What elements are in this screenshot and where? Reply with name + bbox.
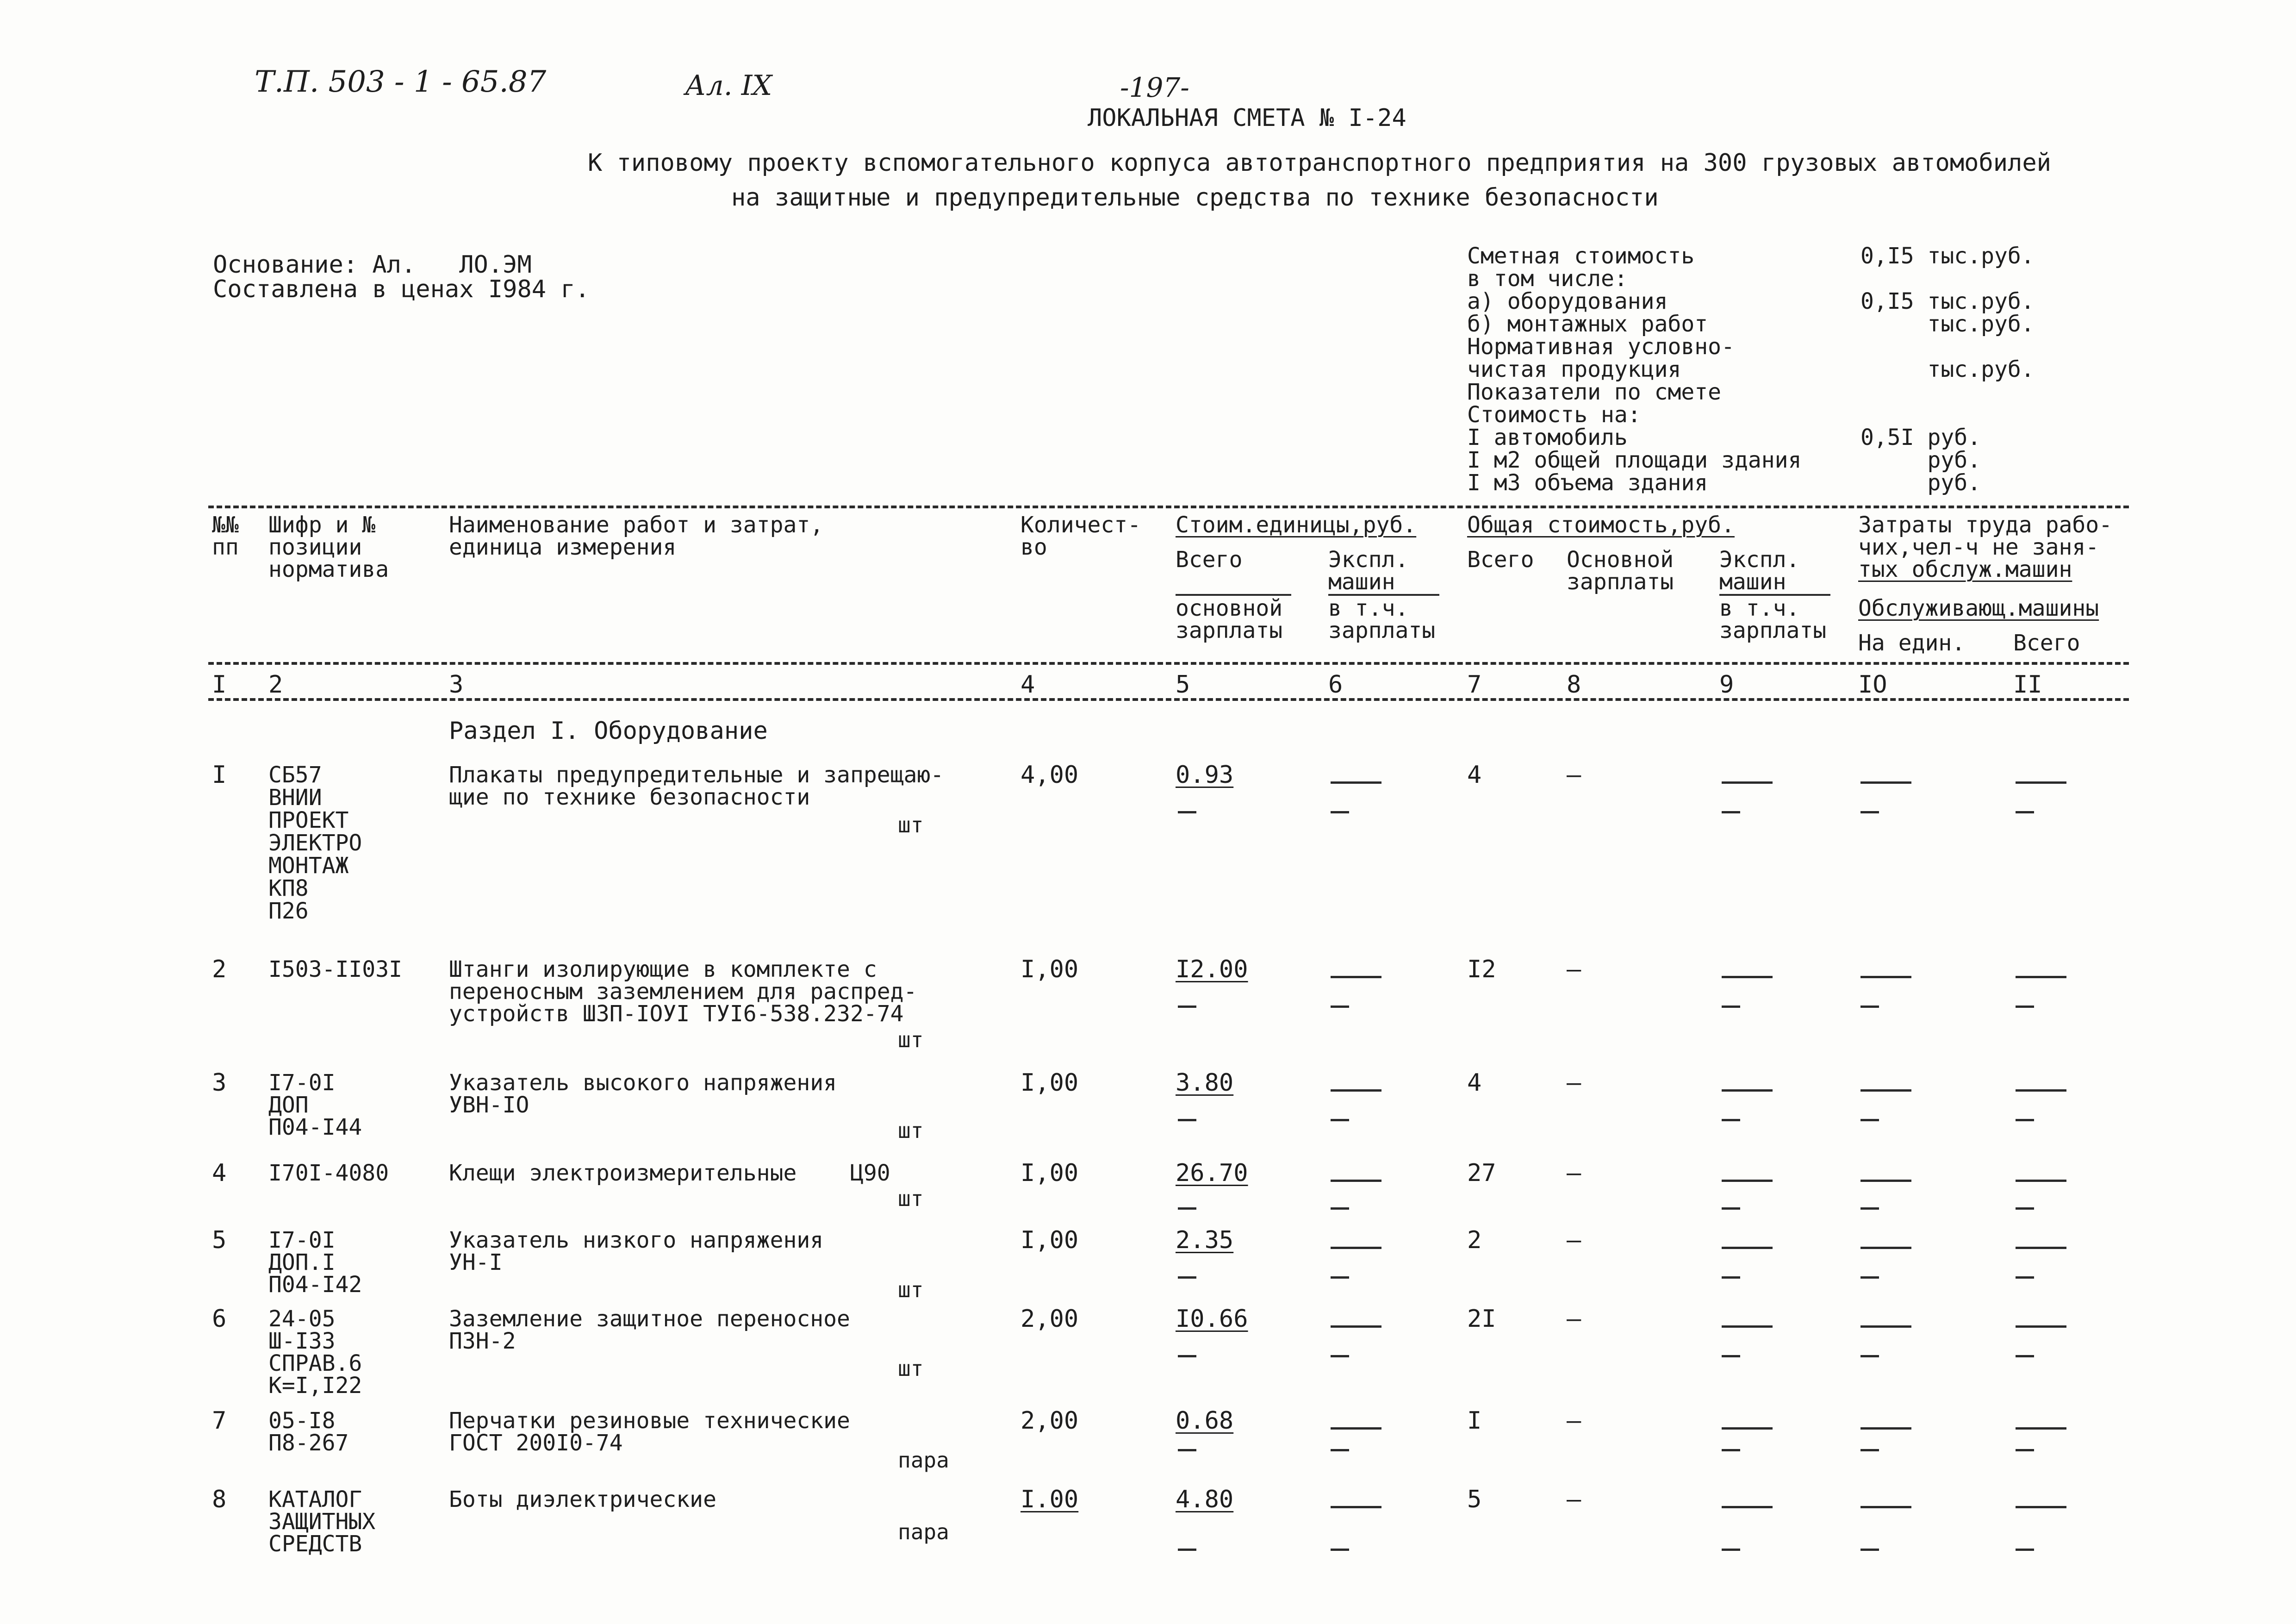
header-col-9-top: Экспл. машин <box>1719 547 1800 595</box>
row-base-salary: – <box>1567 956 1581 983</box>
header-col-6-top: Экспл. машин <box>1328 547 1409 595</box>
summary-label: б) монтажных работ <box>1467 311 1708 337</box>
row-dash <box>1860 1355 1879 1357</box>
column-number: I <box>212 671 227 699</box>
row-dash <box>1722 1506 1773 1508</box>
row-total: 2I <box>1467 1305 1496 1333</box>
row-dash <box>2016 1355 2034 1357</box>
row-code: I70I-4080 <box>268 1160 389 1186</box>
document-subtitle-line2: на защитные и предупредительные средства по технике безопасности <box>731 184 1659 212</box>
row-dash <box>1331 781 1381 784</box>
row-dash <box>1860 1180 1911 1182</box>
row-unit: шт <box>898 1027 924 1052</box>
summary-value: руб. <box>1860 470 1981 496</box>
row-name: Заземление защитное переносное ПЗН-2 <box>449 1306 850 1354</box>
row-dash <box>1331 1207 1349 1210</box>
header-labor-service: Обслуживающ.машины <box>1858 595 2099 621</box>
row-unit-price: 2.35 <box>1176 1226 1234 1254</box>
row-unit-price: I2.00 <box>1176 956 1248 983</box>
row-quantity: 2,00 <box>1020 1407 1079 1435</box>
summary-label: I м3 объема здания <box>1467 470 1708 496</box>
row-base-salary: – <box>1567 1226 1581 1254</box>
header-col-3: Наименование работ и затрат, единица измерения <box>449 512 824 560</box>
row-dash <box>1178 1355 1196 1357</box>
row-unit: шт <box>898 1356 924 1381</box>
row-dash <box>1178 1119 1196 1121</box>
row-unit: шт <box>898 812 924 837</box>
row-code: I7-0I ДОП.I П04-I42 <box>268 1227 362 1298</box>
row-dash <box>1722 976 1773 978</box>
row-unit-price: 4.80 <box>1176 1486 1234 1513</box>
header-col-7: Всего <box>1467 547 1534 573</box>
row-number: 6 <box>212 1305 227 1333</box>
summary-label: а) оборудования <box>1467 288 1668 314</box>
document-title: ЛОКАЛЬНАЯ СМЕТА № I-24 <box>1088 104 1406 132</box>
row-dash <box>1331 1549 1349 1551</box>
row-number: 7 <box>212 1407 227 1435</box>
row-name: Боты диэлектрические <box>449 1487 716 1512</box>
column-number: 2 <box>268 671 283 699</box>
header-labor-line1: Затраты труда рабо- <box>1858 512 2113 538</box>
row-number: 2 <box>212 956 227 983</box>
row-name: Указатель высокого напряжения УВН-IO <box>449 1070 837 1118</box>
row-dash <box>1722 781 1773 784</box>
page-number: -197- <box>1120 72 1189 103</box>
row-quantity: I,00 <box>1020 1069 1079 1097</box>
row-unit: шт <box>898 1277 924 1302</box>
row-unit: пара <box>898 1448 949 1473</box>
row-total: 27 <box>1467 1159 1496 1187</box>
row-quantity: 4,00 <box>1020 761 1079 789</box>
row-number: 5 <box>212 1226 227 1254</box>
header-labor-line3: тых обслуж.машин <box>1858 556 2072 582</box>
row-quantity: I,00 <box>1020 1159 1079 1187</box>
row-dash <box>2016 1276 2034 1279</box>
row-dash <box>1331 1427 1381 1430</box>
row-dash <box>2016 811 2034 813</box>
summary-value: 0,I5 тыс.руб. <box>1860 288 2035 314</box>
row-dash <box>1722 1355 1740 1357</box>
row-dash <box>1331 1449 1349 1451</box>
summary-label: Сметная стоимость <box>1467 243 1695 269</box>
summary-label: Показатели по смете <box>1467 379 1722 405</box>
row-dash <box>1331 1089 1381 1092</box>
row-code: КАТАЛОГ ЗАЩИТНЫХ СРЕДСТВ <box>268 1487 376 1557</box>
row-dash <box>1331 1180 1381 1182</box>
row-dash <box>2016 1247 2066 1249</box>
row-dash <box>1178 1549 1196 1551</box>
row-dash <box>1860 976 1911 978</box>
column-number: 9 <box>1719 671 1734 699</box>
row-total: I2 <box>1467 956 1496 983</box>
column-number: 6 <box>1328 671 1343 699</box>
row-dash <box>1178 1006 1196 1008</box>
header-group-total-cost: Общая стоимость,руб. <box>1467 512 1735 538</box>
row-name: Плакаты предупредительные и запрещаю- щие по технике безопасности <box>449 762 944 810</box>
row-dash <box>1722 811 1740 813</box>
row-unit-price: 0.68 <box>1176 1407 1234 1435</box>
row-total: I <box>1467 1407 1482 1435</box>
row-number: 4 <box>212 1159 227 1187</box>
header-group-unit-cost: Стоим.единицы,руб. <box>1176 512 1417 538</box>
row-dash <box>1331 1247 1381 1249</box>
header-col-5-top: Всего <box>1176 547 1243 573</box>
row-dash <box>1722 1325 1773 1328</box>
column-number: 3 <box>449 671 464 699</box>
row-base-salary: – <box>1567 1305 1581 1333</box>
summary-label: в том числе: <box>1467 266 1628 292</box>
row-dash <box>1331 1325 1381 1328</box>
summary-label: чистая продукция <box>1467 356 1681 382</box>
row-dash <box>1178 1276 1196 1279</box>
row-dash <box>2016 1006 2034 1008</box>
row-unit-price: 26.70 <box>1176 1159 1248 1187</box>
row-unit-price: 3.80 <box>1176 1069 1234 1097</box>
header-col-8: Основной зарплаты <box>1567 547 1674 595</box>
row-dash <box>1722 1449 1740 1451</box>
row-dash <box>2016 1119 2034 1121</box>
row-total: 5 <box>1467 1486 1482 1513</box>
row-name: Штанги изолирующие в комплекте с переносным заземлением для распред- устройств ШЗП-IОУI ТУI6-538.232-74 <box>449 956 917 1027</box>
column-numbers-rule <box>208 698 2129 701</box>
row-dash <box>2016 976 2066 978</box>
row-dash <box>1860 1449 1879 1451</box>
row-dash <box>1860 1207 1879 1210</box>
row-dash <box>1860 1006 1879 1008</box>
row-dash <box>1722 1247 1773 1249</box>
row-dash <box>1331 1006 1349 1008</box>
row-number: 8 <box>212 1486 227 1513</box>
column-number: 5 <box>1176 671 1190 699</box>
row-dash <box>2016 1207 2034 1210</box>
header-col-4: Количест- во <box>1020 512 1141 560</box>
row-dash <box>2016 1180 2066 1182</box>
summary-label: Стоимость на: <box>1467 402 1641 428</box>
row-dash <box>1860 1276 1879 1279</box>
row-code: I7-0I ДОП П04-I44 <box>268 1070 362 1140</box>
document-subtitle-line1: К типовому проекту вспомогательного корпуса автотранспортного предприятия на 300 грузовых автомобилей <box>588 149 2051 177</box>
row-unit-price: 0.93 <box>1176 761 1234 789</box>
row-dash <box>1331 1119 1349 1121</box>
header-labor-line2: чих,чел-ч не заня- <box>1858 534 2099 560</box>
header-bottom-rule <box>208 662 2129 665</box>
row-dash <box>1331 1355 1349 1357</box>
row-dash <box>1722 1180 1773 1182</box>
row-dash <box>1331 1276 1349 1279</box>
row-total: 2 <box>1467 1226 1482 1254</box>
basis-line2: Составлена в ценах I984 г. <box>213 275 590 303</box>
header-col-2: Шифр и № позиции норматива <box>268 512 389 582</box>
row-base-salary: – <box>1567 1159 1581 1187</box>
header-col-10: На един. <box>1858 630 1966 656</box>
project-code: Т.П. 503 - 1 - 65.87 <box>255 65 547 99</box>
row-number: 3 <box>212 1069 227 1097</box>
row-unit: шт <box>898 1186 924 1211</box>
row-name: Перчатки резиновые технические ГОСТ 200I0-74 <box>449 1408 850 1456</box>
row-dash <box>2016 1449 2034 1451</box>
row-total: 4 <box>1467 1069 1482 1097</box>
row-dash <box>1178 1449 1196 1451</box>
summary-value: 0,5I руб. <box>1860 425 1981 450</box>
row-unit: пара <box>898 1519 949 1544</box>
row-name: Указатель низкого напряжения УН-I <box>449 1227 824 1275</box>
summary-value: 0,I5 тыс.руб. <box>1860 243 2035 269</box>
row-code: 24-05 Ш-I33 СПРАВ.6 К=I,I22 <box>268 1306 362 1399</box>
row-name: Клещи электроизмерительные Ц90 <box>449 1160 890 1186</box>
row-dash <box>1860 1119 1879 1121</box>
row-dash <box>1722 1276 1740 1279</box>
album-number: Ал. IX <box>685 69 772 102</box>
row-dash <box>1860 811 1879 813</box>
header-top-rule <box>208 506 2129 508</box>
row-code: СБ57 ВНИИ ПРОЕКТ ЭЛЕКТРО МОНТАЖ КП8 П26 <box>268 762 362 924</box>
basis-line1: Основание: Ал. ЛО.ЭМ <box>213 251 532 279</box>
header-col-11: Всего <box>2013 630 2080 656</box>
row-dash <box>1722 1427 1773 1430</box>
row-dash <box>1860 1427 1911 1430</box>
summary-value: тыс.руб. <box>1860 311 2035 337</box>
row-dash <box>1722 1119 1740 1121</box>
row-dash <box>2016 1325 2066 1328</box>
header-col-1: №№ пп <box>212 512 239 560</box>
row-dash <box>1860 1089 1911 1092</box>
row-dash <box>1722 1549 1740 1551</box>
row-quantity: I.00 <box>1020 1486 1079 1513</box>
row-code: I503-II03I <box>268 956 402 982</box>
column-number: 7 <box>1467 671 1482 699</box>
row-dash <box>1722 1207 1740 1210</box>
row-dash <box>1860 1325 1911 1328</box>
row-dash <box>2016 1506 2066 1508</box>
row-dash <box>1331 1506 1381 1508</box>
row-quantity: I,00 <box>1020 956 1079 983</box>
row-base-salary: – <box>1567 1486 1581 1513</box>
row-dash <box>2016 781 2066 784</box>
row-total: 4 <box>1467 761 1482 789</box>
summary-value: тыс.руб. <box>1860 356 2035 382</box>
column-number: 8 <box>1567 671 1581 699</box>
row-unit: шт <box>898 1118 924 1143</box>
row-dash <box>1331 976 1381 978</box>
row-dash <box>2016 1549 2034 1551</box>
row-dash <box>1178 811 1196 813</box>
column-number: 4 <box>1020 671 1035 699</box>
row-dash <box>1722 1089 1773 1092</box>
row-base-salary: – <box>1567 761 1581 789</box>
row-dash <box>1331 811 1349 813</box>
row-quantity: 2,00 <box>1020 1305 1079 1333</box>
header-col-9-bottom: в т.ч. зарплаты <box>1719 595 1827 643</box>
row-base-salary: – <box>1567 1069 1581 1097</box>
row-dash <box>1860 1549 1879 1551</box>
row-dash <box>1860 1247 1911 1249</box>
row-dash <box>2016 1427 2066 1430</box>
row-unit-price: I0.66 <box>1176 1305 1248 1333</box>
row-dash <box>2016 1089 2066 1092</box>
row-dash <box>1722 1006 1740 1008</box>
row-quantity: I,00 <box>1020 1226 1079 1254</box>
header-col-5-bottom: основной зарплаты <box>1176 595 1283 643</box>
summary-label: I автомобиль <box>1467 425 1628 450</box>
summary-value: руб. <box>1860 447 1981 473</box>
row-dash <box>1178 1207 1196 1210</box>
column-number: IO <box>1858 671 1887 699</box>
column-number: II <box>2013 671 2042 699</box>
summary-label: Нормативная условно- <box>1467 334 1735 360</box>
row-code: 05-I8 П8-267 <box>268 1408 349 1456</box>
row-dash <box>1860 1506 1911 1508</box>
row-dash <box>1860 781 1911 784</box>
row-number: I <box>212 761 227 789</box>
summary-label: I м2 общей площади здания <box>1467 447 1802 473</box>
row-base-salary: – <box>1567 1407 1581 1435</box>
section-title: Раздел I. Оборудование <box>449 717 768 745</box>
header-col-6-bottom: в т.ч. зарплаты <box>1328 595 1436 643</box>
